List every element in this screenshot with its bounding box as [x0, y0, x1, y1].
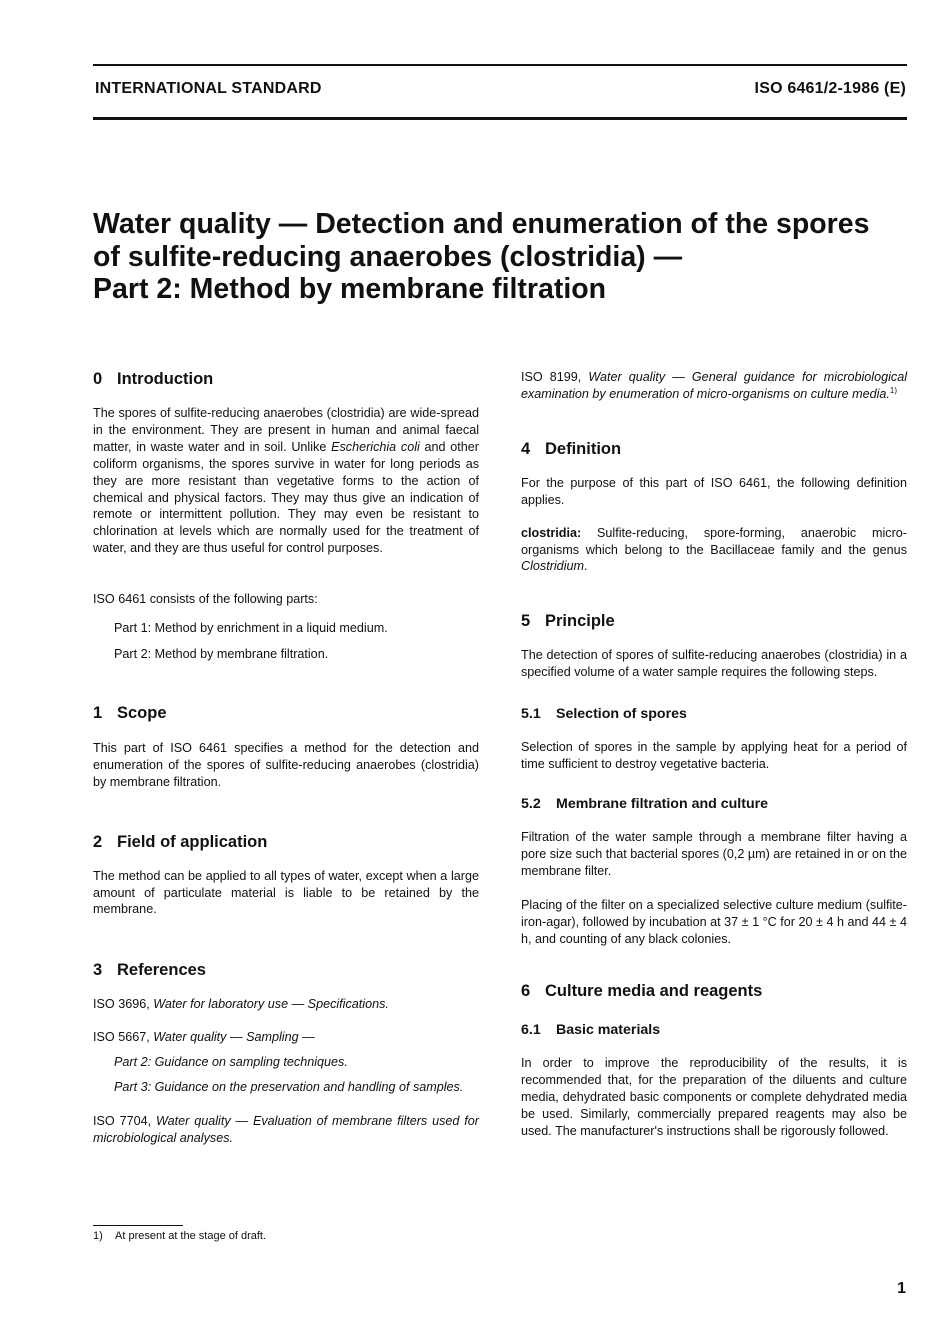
header-standard-number: ISO 6461/2-1986 (E)	[754, 80, 906, 97]
intro-paragraph: The spores of sulfite-reducing anaerobes (clostridia) are wide-spread in the environment. They are present in human and animal faecal matter, in waste water and in soil. Unlike Escherichia coli and other coliform organisms, the spores survive in water for long periods as they are more resistant than vegetative forms to the action of chemical and physical factors. They may thus give an indication of remote or intermittent pollution. They may even be resistant to chlorination at levels which are normally used for the treatment of water, and they are thus useful for control purposes.	[93, 406, 479, 556]
reference-iso-5667-part-3: Part 3: Guidance on the preservation and handling of samples.	[114, 1080, 464, 1095]
filtration-text: Filtration of the water sample through a membrane filter having a pore size such that bacterial spores (0,2 µm) are retained in or on the membrane filter.	[521, 829, 907, 878]
field-text: The method can be applied to all types of water, except when a large amount of particulate material is liable to be retained by the membrane.	[93, 868, 479, 917]
section-5-1-heading: 5.1 Selection of spores	[521, 706, 687, 723]
footnote-marker: 1)	[889, 385, 898, 395]
header-bottom-rule	[93, 117, 907, 120]
section-5-heading: 5 Principle	[521, 612, 615, 631]
basic-materials-text: In order to improve the reproducibility of the results, it is recommended that, for the preparation of the diluents and culture media, dehydrated basic components or complete dehydrated media be used. Similarly, commercially prepared reagents may also be used. The manufacturer's instructions shall be rigorously followed.	[521, 1056, 907, 1139]
placing-text: Placing of the filter on a specialized selective culture medium (sulfite-iron-agar), followed by incubation at 37 ± 1 °C for 20 ± 4 h and 44 ± 4 h, and counting of any black colonies.	[521, 897, 907, 946]
left-column	[93, 369, 479, 1147]
section-2-heading: 2 Field of application	[93, 832, 268, 851]
right-column	[521, 369, 907, 1140]
scope-text: This part of ISO 6461 specifies a method for the detection and enumeration of the spores of sulfite-reducing anaerobes (clostridia) by membrane filtration.	[93, 740, 479, 789]
title-line-1: Water quality — Detection and enumeration of the spores	[93, 208, 870, 240]
section-3-heading: 3 References	[93, 961, 206, 980]
section-4-heading: 4 Definition	[521, 439, 622, 458]
page-number: 1	[897, 1280, 906, 1297]
reference-iso-5667-part-2: Part 2: Guidance on sampling techniques.	[114, 1055, 348, 1070]
document-title	[93, 208, 913, 306]
part-1-item: Part 1: Method by enrichment in a liquid medium.	[114, 621, 388, 636]
parts-intro: ISO 6461 consists of the following parts:	[93, 592, 318, 607]
principle-text: The detection of spores of sulfite-reducing anaerobes (clostridia) in a specified volume of a water sample requires the following steps.	[521, 648, 907, 680]
section-1-heading: 1 Scope	[93, 703, 167, 722]
title-line-2: of sulfite-reducing anaerobes (clostridia) —	[93, 240, 683, 273]
reference-iso-5667: ISO 5667, Water quality — Sampling —	[93, 1030, 315, 1045]
section-6-heading: 6 Culture media and reagents	[521, 982, 763, 1001]
title-line-3: Part 2: Method by membrane filtration	[93, 273, 607, 305]
header-standard-type: INTERNATIONAL STANDARD	[95, 80, 322, 97]
section-5-2-heading: 5.2 Membrane filtration and culture	[521, 795, 769, 812]
definition-clostridia: clostridia: Sulfite-reducing, spore-forming, anaerobic micro-organisms which belong to the Bacillaceae family and the genus Clostridium.	[521, 525, 907, 574]
selection-text: Selection of spores in the sample by applying heat for a period of time sufficient to destroy vegetative bacteria.	[521, 740, 907, 772]
footnote: 1) At present at the stage of draft.	[93, 1230, 267, 1242]
part-2-item: Part 2: Method by membrane filtration.	[114, 646, 329, 661]
section-0-heading: 0 Introduction	[93, 370, 214, 388]
section-6-1-heading: 6.1 Basic materials	[521, 1022, 661, 1039]
definition-text: For the purpose of this part of ISO 6461, the following definition applies.	[521, 475, 907, 507]
reference-iso-8199: ISO 8199, Water quality — General guidance for microbiological examination by enumeration of micro-organisms on culture media.$^{1)}$	[521, 370, 907, 401]
header-top-rule	[93, 64, 907, 66]
footnote-rule	[93, 1225, 183, 1226]
reference-iso-7704: ISO 7704, Water quality — Evaluation of membrane filters used for microbiological analyses.	[93, 1113, 479, 1145]
reference-iso-3696: ISO 3696, Water for laboratory use — Specifications.	[93, 997, 389, 1012]
